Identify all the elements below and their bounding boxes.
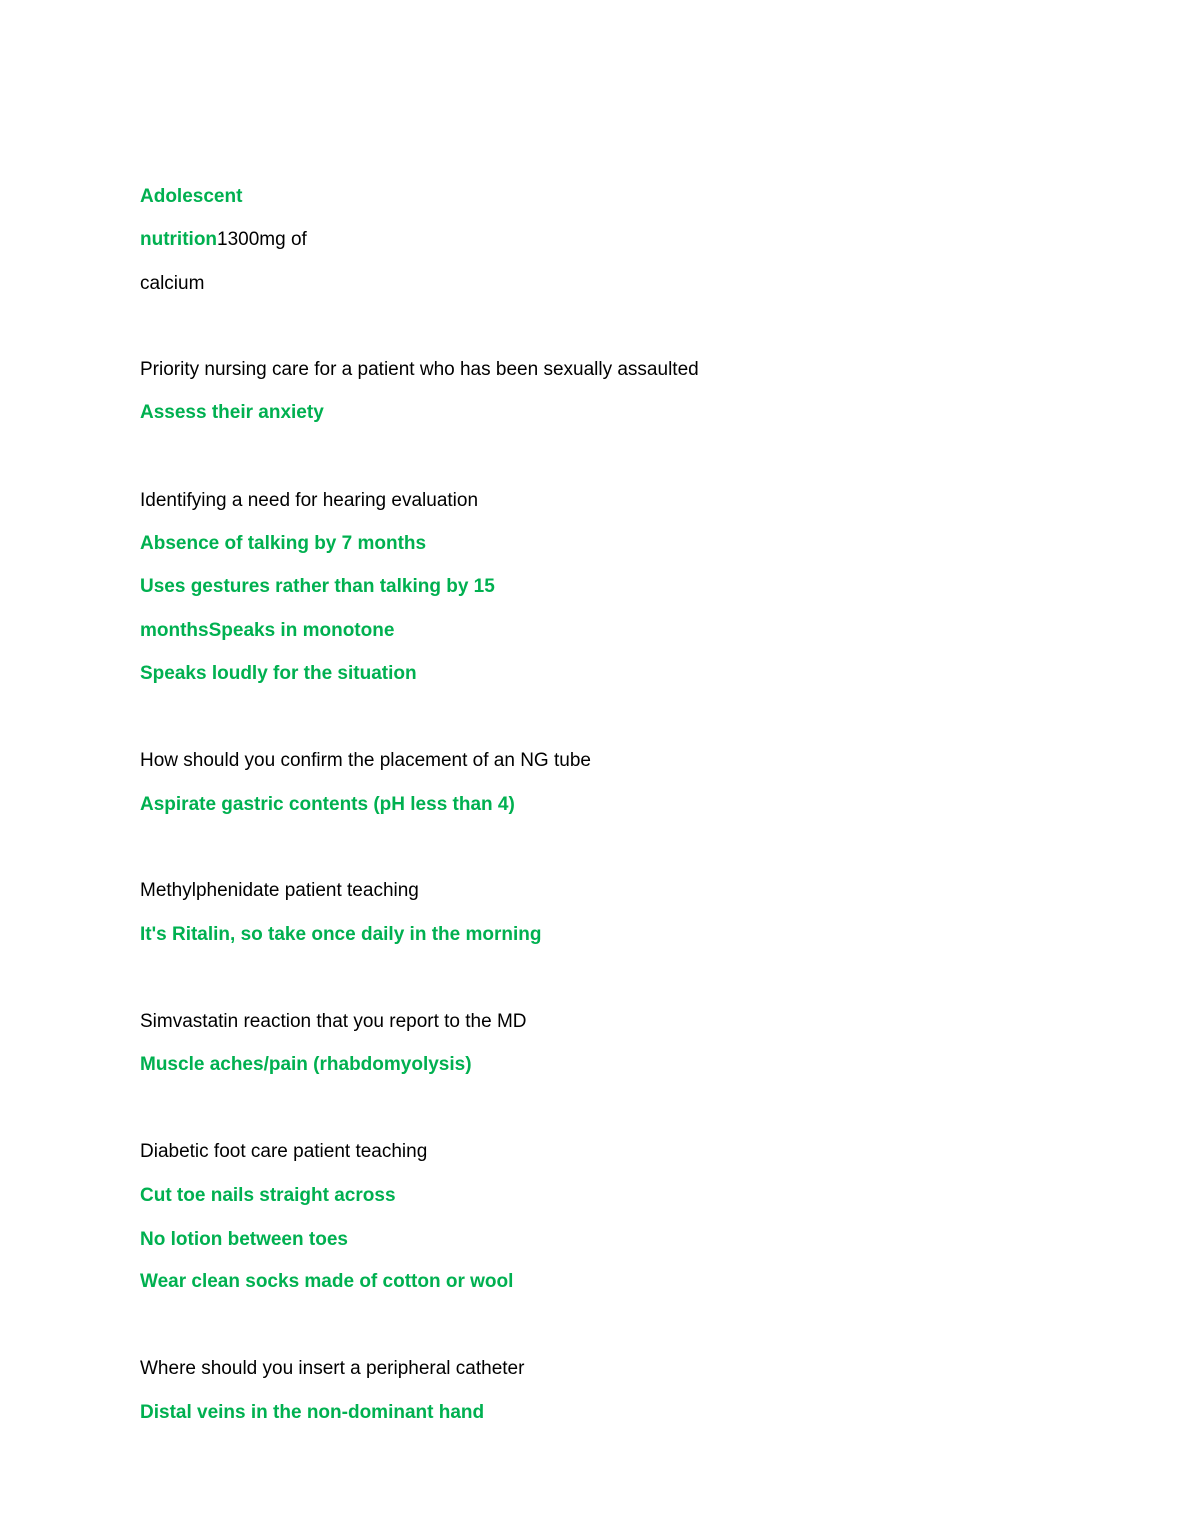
calcium-amount: 1300mg of: [217, 229, 307, 250]
assault-answer: Assess their anxiety: [140, 402, 324, 423]
methylphenidate-question: Methylphenidate patient teaching: [140, 880, 419, 901]
simvastatin-question: Simvastatin reaction that you report to the MD: [140, 1011, 527, 1032]
catheter-answer: Distal veins in the non-dominant hand: [140, 1402, 485, 1423]
hearing-answer: Speaks loudly for the situation: [140, 663, 417, 684]
hearing-answer: Absence of talking by 7 months: [140, 533, 427, 554]
catheter-question: Where should you insert a peripheral catheter: [140, 1358, 525, 1379]
methylphenidate-answer: It's Ritalin, so take once daily in the morning: [140, 924, 542, 945]
diabetic-answer: Cut toe nails straight across: [140, 1185, 396, 1206]
ng-tube-question: How should you confirm the placement of an NG tube: [140, 750, 591, 771]
ng-tube-answer: Aspirate gastric contents (pH less than 4): [140, 794, 515, 815]
hearing-answer: Uses gestures rather than talking by 15: [140, 576, 495, 597]
calcium-word: calcium: [140, 273, 205, 294]
adolescent-heading: Adolescent: [140, 186, 243, 207]
simvastatin-answer: Muscle aches/pain (rhabdomyolysis): [140, 1054, 472, 1075]
assault-question: Priority nursing care for a patient who has been sexually assaulted: [140, 359, 699, 380]
diabetic-question: Diabetic foot care patient teaching: [140, 1141, 428, 1162]
diabetic-answer: No lotion between toes: [140, 1229, 348, 1250]
adolescent-nutrition-line: [140, 228, 307, 252]
hearing-answer: monthsSpeaks in monotone: [140, 620, 395, 641]
diabetic-answer: Wear clean socks made of cotton or wool: [140, 1271, 514, 1292]
hearing-question: Identifying a need for hearing evaluation: [140, 490, 479, 511]
nutrition-label: nutrition: [140, 229, 218, 250]
